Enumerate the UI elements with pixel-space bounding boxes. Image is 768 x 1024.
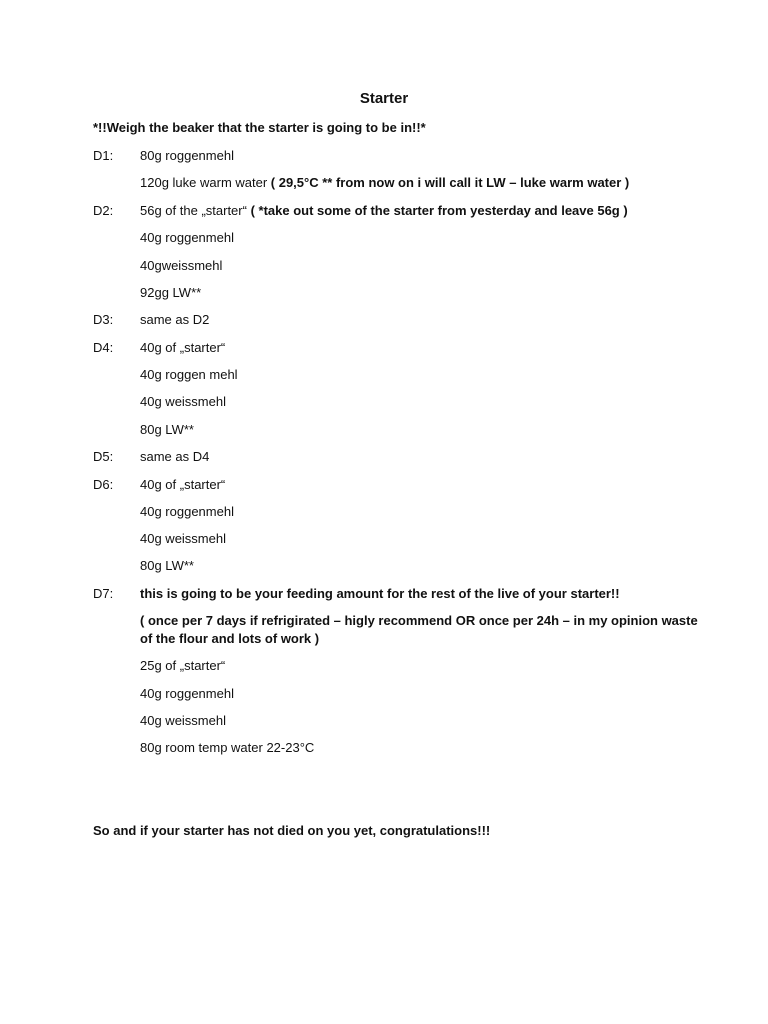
day-label-d4: D4: xyxy=(93,340,114,355)
d1-item-1: 80g roggenmehl xyxy=(140,148,234,163)
day-label-d3: D3: xyxy=(93,312,114,327)
d7-item-2: 40g roggenmehl xyxy=(140,686,234,701)
d2-starter-note: ( *take out some of the starter from yesterday and leave 56g ) xyxy=(250,203,628,218)
d1-item-2 xyxy=(140,174,629,192)
d1-water-note: ( 29,5°C ** from now on i will call it LW – luke warm water ) xyxy=(270,175,630,190)
d2-item-4: 92gg LW** xyxy=(140,285,202,300)
d5-item-1: same as D4 xyxy=(140,449,210,464)
d4-item-4: 80g LW** xyxy=(140,422,194,437)
d6-item-3: 40g weissmehl xyxy=(140,531,226,546)
d4-item-3: 40g weissmehl xyxy=(140,394,226,409)
day-label-d7: D7: xyxy=(93,586,114,601)
d6-item-2: 40g roggenmehl xyxy=(140,504,234,519)
closing-note: So and if your starter has not died on you yet, congratulations!!! xyxy=(93,823,491,838)
d2-item-1 xyxy=(140,202,628,220)
d1-water-amount: 120g luke warm water xyxy=(140,175,271,190)
d3-item-1: same as D2 xyxy=(140,312,210,327)
d4-item-2: 40g roggen mehl xyxy=(140,367,238,382)
day-label-d6: D6: xyxy=(93,477,114,492)
d7-item-1: 25g of „starter“ xyxy=(140,658,226,673)
day-label-d2: D2: xyxy=(93,203,114,218)
page-title: Starter xyxy=(359,90,409,107)
d6-item-1: 40g of „starter“ xyxy=(140,477,226,492)
d2-item-3: 40gweissmehl xyxy=(140,258,223,273)
day-label-d5: D5: xyxy=(93,449,114,464)
d7-note-line-2: of the flour and lots of work ) xyxy=(140,631,320,646)
d7-heading: this is going to be your feeding amount for the rest of the live of your starter!! xyxy=(140,586,620,601)
d7-note-line-1: ( once per 7 days if refrigirated – higly recommend OR once per 24h – in my opinion waste xyxy=(140,613,698,628)
day-label-d1: D1: xyxy=(93,148,114,163)
d2-item-2: 40g roggenmehl xyxy=(140,230,234,245)
d6-item-4: 80g LW** xyxy=(140,558,194,573)
d7-item-3: 40g weissmehl xyxy=(140,713,226,728)
d4-item-1: 40g of „starter“ xyxy=(140,340,226,355)
d2-starter-amount: 56g of the „starter“ xyxy=(140,203,251,218)
intro-instruction: *!!Weigh the beaker that the starter is going to be in!!* xyxy=(93,120,426,135)
d7-item-4: 80g room temp water 22-23°C xyxy=(140,740,315,755)
